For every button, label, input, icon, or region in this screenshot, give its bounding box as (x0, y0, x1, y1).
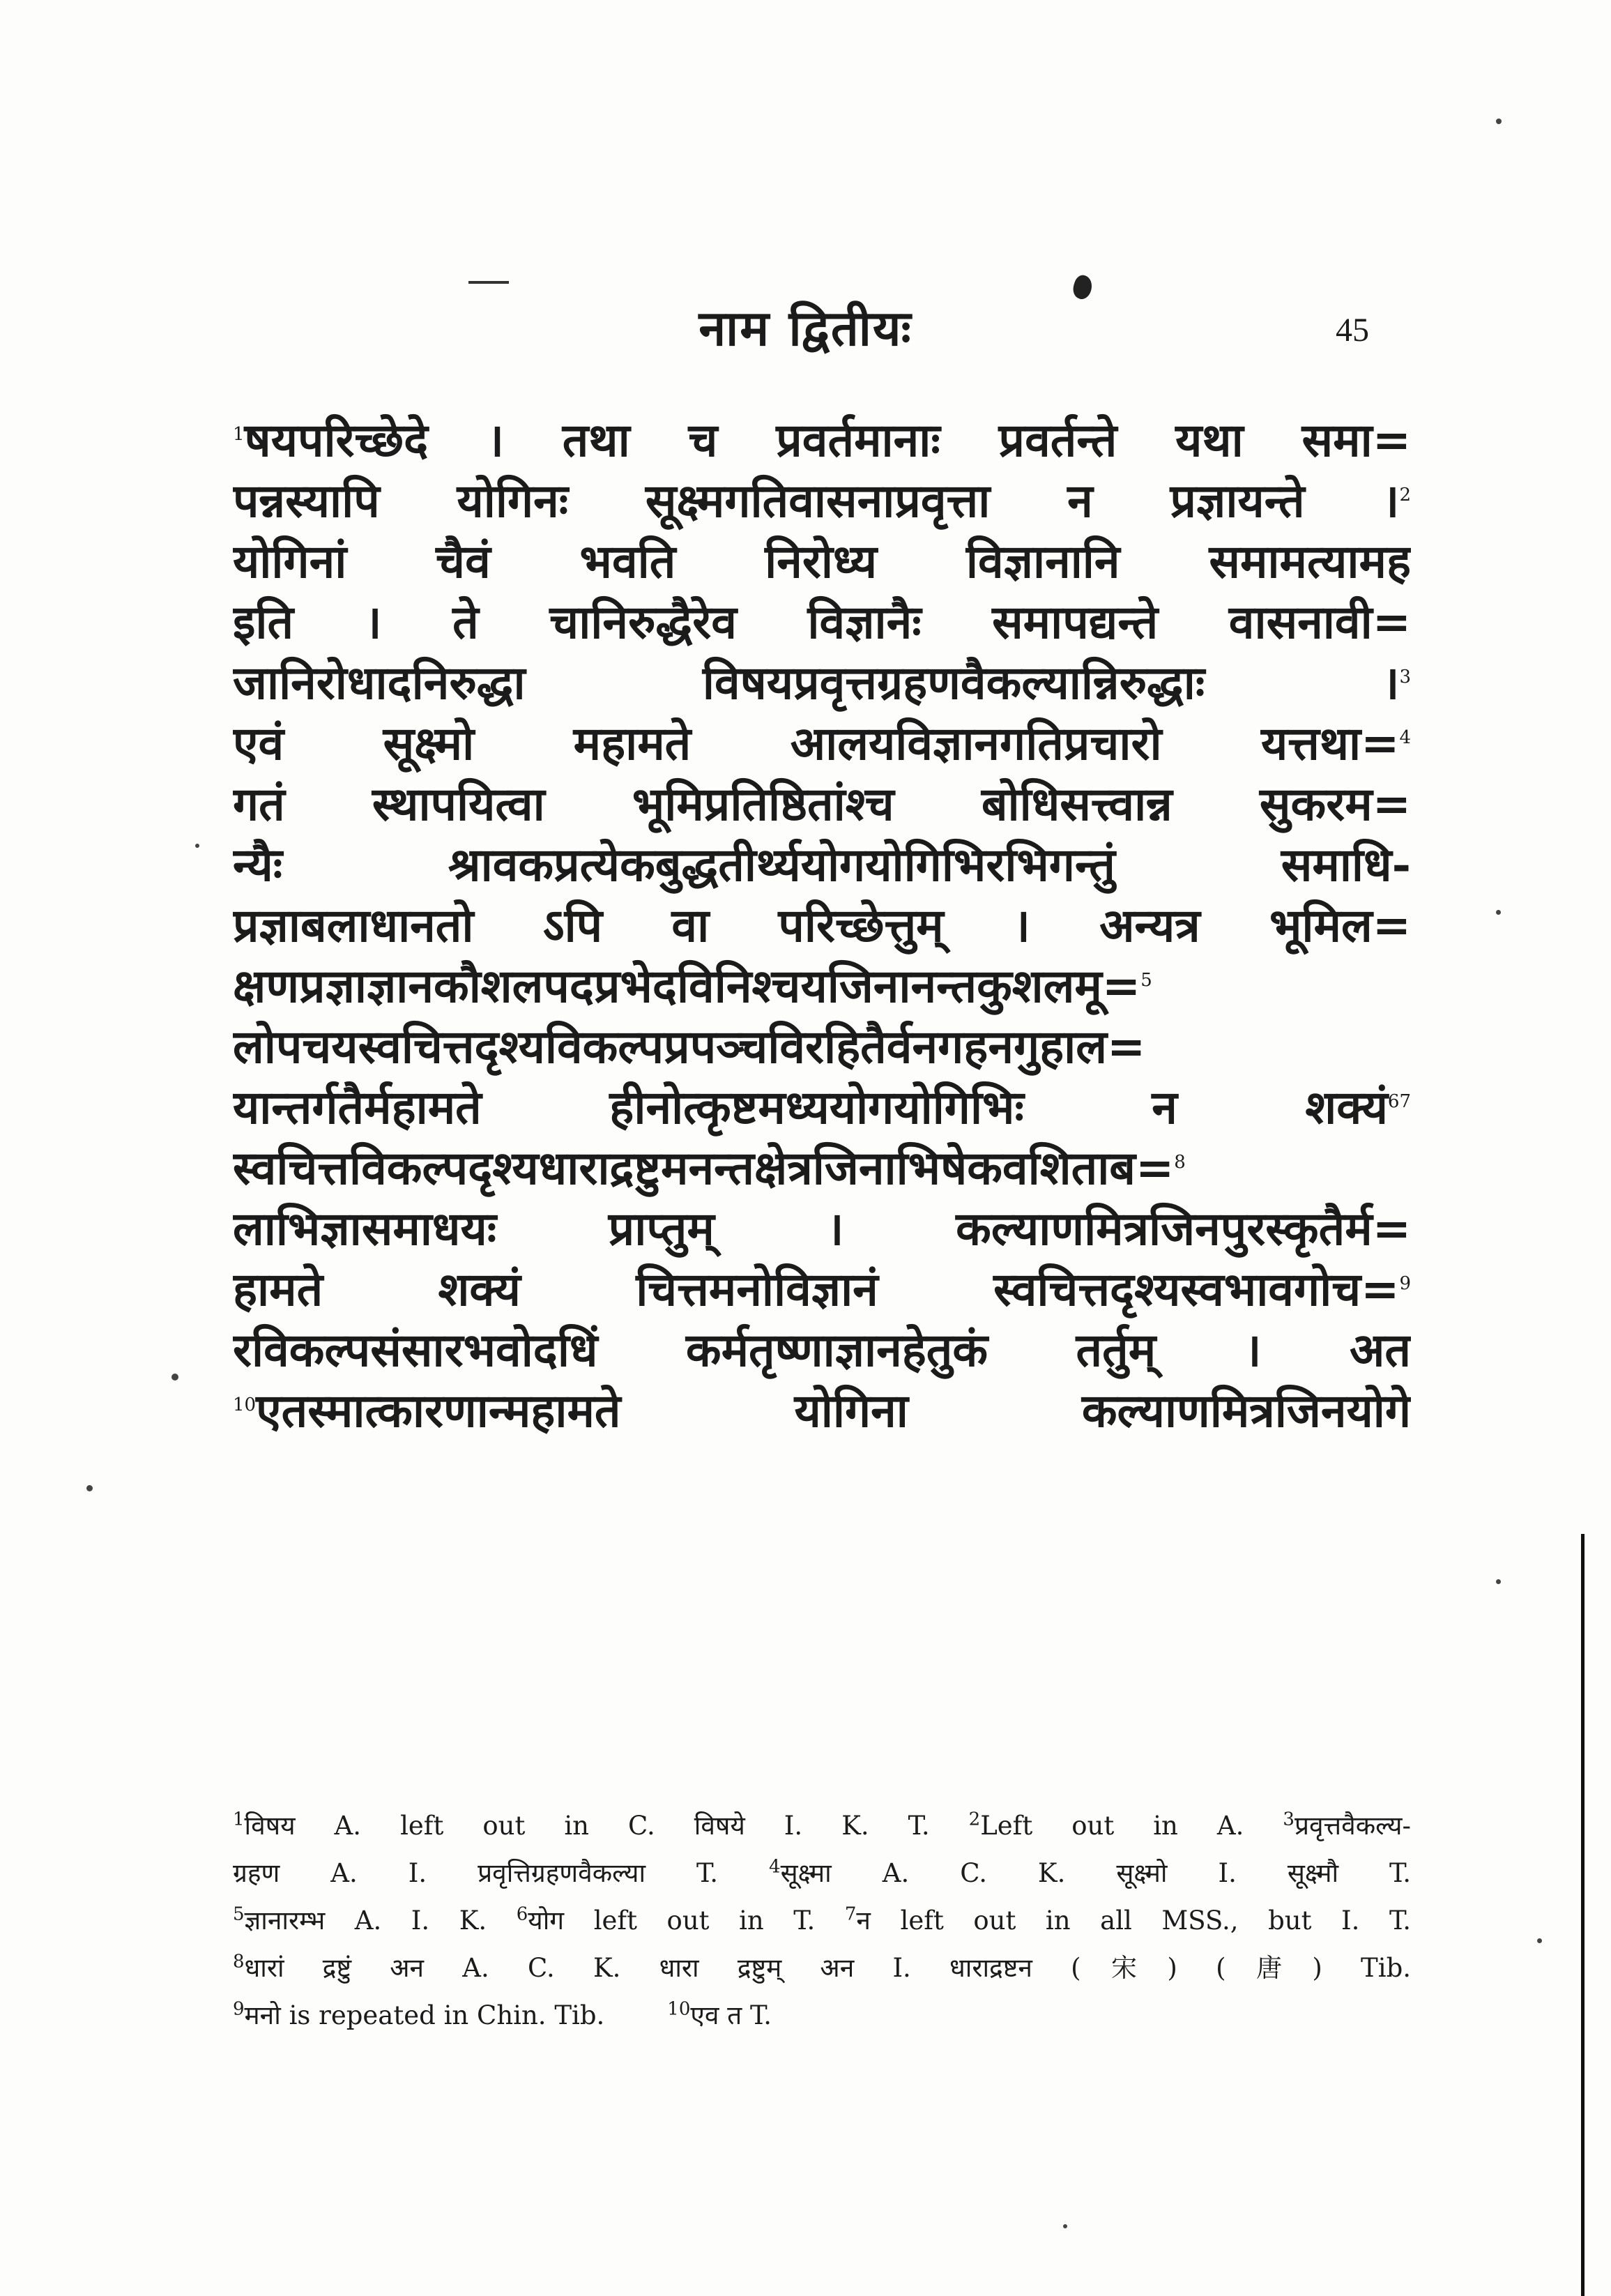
body-line: इति । ते चानिरुद्धैरेव विज्ञानैः समापद्यन्ते वासनावी= (233, 595, 1411, 649)
note-mark: 3 (1399, 667, 1411, 687)
note-mark: 4 (1399, 727, 1411, 748)
speck (1496, 910, 1501, 915)
footnotes (233, 1802, 1411, 2039)
body-text (233, 410, 1411, 1441)
body-line: $^{10}$एतस्मात्कारणान्महामते योगिना कल्याणमित्रजिनयोगे (233, 1383, 1411, 1438)
speck (1496, 119, 1502, 124)
body-line: गतं स्थापयित्वा भूमिप्रतिष्ठितांश्च बोधिसत्त्वान्न सुकरम= (233, 777, 1411, 831)
body-line: हामते शक्यं चित्तमनोविज्ञानं स्वचित्तदृश्यस्वभावगोच=$^9$ (233, 1262, 1411, 1316)
footnote-line: $^9$मनो is repeated in Chin. Tib. $^{10}$एव त T. (233, 1998, 772, 2030)
speck (1063, 2224, 1067, 2228)
speck (86, 1485, 93, 1491)
footnote-line: $^1$विषय A. left out in C. विषये I. K. T. $^2$Left out in A. $^3$प्रवृत्तवैकल्य- (233, 1809, 1411, 1841)
running-title: नाम द्वितीयः (698, 299, 913, 357)
note-mark: 7 (1399, 1091, 1411, 1112)
page-edge-line (1581, 1534, 1585, 2296)
note-mark: 8 (1174, 1152, 1186, 1173)
body-line: योगिनां चैवं भवति निरोध्य विज्ञानानि समामत्यामह (233, 534, 1411, 588)
speck (171, 1374, 178, 1381)
body-line: $^1$षयपरिच्छेदे । तथा च प्रवर्तमानाः प्रवर्तन्ते यथा समा= (233, 413, 1411, 467)
body-line: स्वचित्तविकल्पदृश्यधाराद्रष्टुमनन्तक्षेत्रजिनाभिषेकवशिताब=$^8$ (233, 1141, 1186, 1195)
body-line: रविकल्पसंसारभवोदधिं कर्मतृष्णाज्ञानहेतुकं तर्तुम् । अत (233, 1323, 1411, 1377)
body-line: क्षणप्रज्ञाज्ञानकौशलपदप्रभेदविनिश्चयजिनानन्तकुशलमू=$^5$ (233, 959, 1152, 1013)
note-mark: 6 (1387, 1091, 1400, 1112)
note-mark: 2 (1399, 485, 1411, 505)
speck (195, 844, 199, 848)
body-line: जानिरोधादनिरुद्धा विषयप्रवृत्तग्रहणवैकल्यान्निरुद्धाः ।$^3$ (233, 655, 1411, 710)
body-line: एवं सूक्ष्मो महामते आलयविज्ञानगतिप्रचारो यत्तथा=$^4$ (233, 716, 1411, 770)
page-number: 45 (1336, 312, 1369, 349)
body-line: न्यैः श्रावकप्रत्येकबुद्धतीर्थ्ययोगयोगिभिरभिगन्तुं समाधि- (233, 837, 1411, 892)
note-mark: 1 (233, 424, 245, 445)
footnote-line: ग्रहण A. I. प्रवृत्तिग्रहणवैकल्या T. $^4$सूक्ष्मा A. C. K. सूक्ष्मो I. सूक्ष्मौ T. (233, 1856, 1411, 1888)
note-mark: 5 (1140, 970, 1152, 991)
footnote-line: $^5$ज्ञानारम्भ A. I. K. $^6$योग left out in T. $^7$न left out in all MSS., but I. T. (233, 1903, 1411, 1936)
body-line: लाभिज्ञासमाधयः प्राप्तुम् । कल्याणमित्रजिनपुरस्कृतैर्म= (233, 1201, 1411, 1256)
note-mark: 10 (233, 1394, 257, 1415)
body-line: पन्नस्यापि योगिनः सूक्ष्मगतिवासनाप्रवृत्ता न प्रज्ञायन्ते ।$^2$ (233, 473, 1411, 528)
speck (1496, 1579, 1501, 1584)
body-line: लोपचयस्वचित्तदृश्यविकल्पप्रपञ्चविरहितैर्वनगहनगुहाल= (233, 1019, 1146, 1074)
footnote-line: $^8$धारां द्रष्टुं अन A. C. K. धारा द्रष्टुम् अन I. धाराद्रष्टन (宋) (唐) Tib. (233, 1951, 1411, 1983)
body-line: प्रज्ञाबलाधानतो ऽपि वा परिच्छेत्तुम् । अन्यत्र भूमिल= (233, 898, 1411, 952)
note-mark: 9 (1399, 1273, 1411, 1294)
body-line: यान्तर्गतैर्महामते हीनोत्कृष्टमध्ययोगयोगिभिः न शक्यं$^{67}$ (233, 1080, 1411, 1134)
speck (1537, 1938, 1542, 1943)
header-dash (468, 281, 509, 284)
